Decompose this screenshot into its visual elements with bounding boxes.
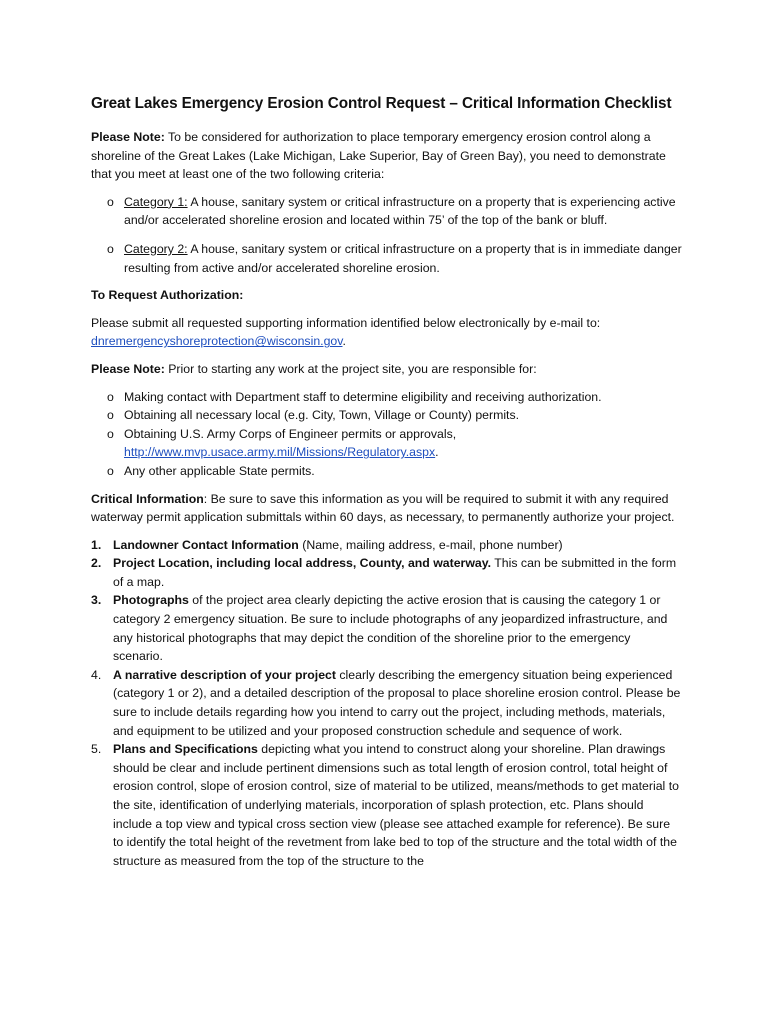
note-label: Please Note:	[91, 361, 165, 376]
note-text: To be considered for authorization to place temporary emergency erosion control along a shoreline of the Great Lakes (Lake Michigan, Lake Superior, Bay of Green Bay), you need to demonstrate that you meet at least one of the two following criteria:	[91, 130, 666, 182]
responsibility-item	[91, 388, 683, 407]
bullet-marker: o	[107, 241, 114, 256]
note-text: Prior to starting any work at the project site, you are responsible for:	[164, 361, 537, 376]
item-label: A narrative description of your project	[113, 667, 336, 682]
responsibility-text: Making contact with Department staff to determine eligibility and receiving authorization.	[124, 389, 602, 404]
item-number: 2.	[91, 556, 102, 571]
responsibility-text: Any other applicable State permits.	[124, 463, 315, 478]
item-number: 3.	[91, 593, 102, 608]
submit-end: .	[342, 334, 346, 349]
item-text: depicting what you intend to construct along your shoreline. Plan drawings should be clear and include pertinent dimensions such as total length of erosion control, total height of erosion control, slope of erosion control, size of material to be utilized, means/methods to get material to the site, identification of underlying materials, incorporation of splash protection, etc. Plans should include a top view and typical cross section view (please see attached example for reference). Be sure to identify the total height of the revetment from lake bed to top of the structure and the total width of the structure as measured from the top of the structure to the	[113, 742, 679, 868]
category-label: Category 2:	[124, 241, 188, 256]
request-heading-text: To Request Authorization:	[91, 288, 244, 303]
email-link[interactable]: dnremergencyshoreprotection@wisconsin.gov	[91, 334, 343, 349]
bullet-marker: o	[107, 389, 114, 404]
item-number: 4.	[91, 667, 102, 682]
critical-label: Critical Information	[91, 491, 204, 506]
note-label: Please Note:	[91, 130, 165, 144]
checklist-item	[91, 666, 683, 740]
item-label: Plans and Specifications	[113, 742, 258, 757]
category-label: Category 1:	[124, 194, 188, 209]
corps-permit-link[interactable]: http://www.mvp.usace.army.mil/Missions/Regulatory.aspx	[124, 445, 436, 460]
item-label: Landowner Contact Information	[113, 537, 299, 552]
responsibility-item	[91, 462, 683, 481]
category-text: A house, sanitary system or critical infrastructure on a property that is in immediate danger resulting from active and/or accelerated shoreline erosion.	[124, 241, 682, 275]
bullet-marker: o	[107, 194, 114, 209]
note-responsibilities	[91, 360, 683, 379]
category-list	[91, 193, 683, 277]
checklist-item	[91, 591, 683, 665]
bullet-marker: o	[107, 426, 114, 441]
category-item	[91, 240, 683, 277]
checklist	[91, 536, 683, 871]
item-label: Photographs	[113, 593, 189, 608]
submit-paragraph	[91, 314, 683, 351]
responsibility-text: Obtaining U.S. Army Corps of Engineer permits or approvals,	[124, 426, 457, 441]
responsibility-end: .	[435, 445, 439, 460]
category-item	[91, 193, 683, 230]
request-heading	[91, 286, 683, 305]
item-label: Project Location, including local address, County, and waterway.	[113, 556, 492, 571]
checklist-item	[91, 536, 683, 555]
submit-text: Please submit all requested supporting information identified below electronically by e-mail to:	[91, 315, 601, 330]
responsibility-item	[91, 425, 683, 462]
item-text: of the project area clearly depicting the active erosion that is causing the category 1 or category 2 emergency situation. Be sure to include photographs of any jeopardized infrastructure, and any historical photographs that may depict the condition of the shoreline prior to the emergency scenario.	[113, 593, 668, 664]
responsibility-list	[91, 388, 683, 481]
item-text: clearly describing the emergency situation being experienced (category 1 or 2), and a detailed description of the proposal to place shoreline erosion control. Please be sure to include details regarding how you intend to carry out the project, including methods, materials, and equipment to be utilized and your proposed construction schedule and sequence of work.	[113, 667, 681, 738]
item-text: This can be submitted in the form of a map.	[113, 556, 677, 589]
checklist-item	[91, 740, 683, 870]
bullet-marker: o	[107, 463, 114, 478]
critical-text: : Be sure to save this information as you will be required to submit it with any required waterway permit application submittals within 60 days, as necessary, to permanently authorize your project.	[91, 491, 675, 525]
bullet-marker: o	[107, 408, 114, 423]
responsibility-item	[91, 406, 683, 425]
note-eligibility	[91, 128, 683, 184]
item-text: (Name, mailing address, e-mail, phone number)	[298, 537, 563, 552]
document-content	[91, 94, 683, 870]
responsibility-text: Obtaining all necessary local (e.g. City, Town, Village or County) permits.	[124, 408, 520, 423]
document-title: Great Lakes Emergency Erosion Control Request – Critical Information Checklist	[91, 95, 672, 112]
item-number: 1.	[91, 537, 102, 552]
item-number: 5.	[91, 742, 102, 757]
critical-info-paragraph	[91, 490, 683, 527]
checklist-item	[91, 554, 683, 591]
category-text: A house, sanitary system or critical infrastructure on a property that is experiencing active and/or accelerated shoreline erosion and located within 75’ of the top of the bank or bluff.	[124, 194, 676, 228]
